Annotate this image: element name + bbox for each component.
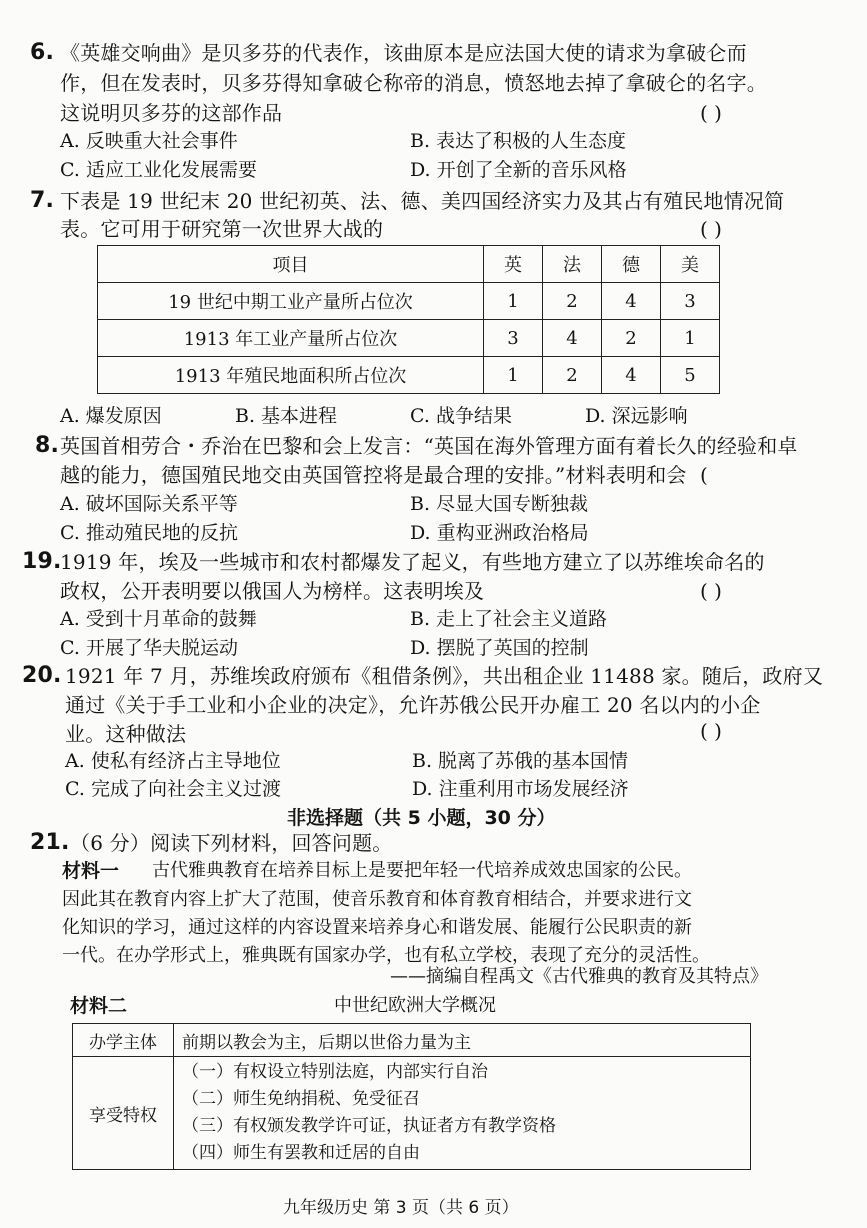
- material-one-line-1: 古代雅典教育在培养目标上是要把年轻一代培养成效忠国家的公民。: [152, 860, 692, 881]
- q8-answer-paren: (: [700, 463, 708, 487]
- privilege-item: （一）有权设立特别法庭，内部实行自治: [182, 1062, 488, 1082]
- table-header-cell: 享受特权: [73, 1057, 174, 1170]
- q7-table: [97, 245, 720, 394]
- material-one-line-4: 一代。在办学形式上，雅典既有国家办学，也有私立学校，表现了充分的灵活性。: [62, 945, 710, 966]
- q20-option-c: C. 完成了向社会主义过渡: [65, 778, 281, 800]
- q20-option-d: D. 注重利用市场发展经济: [412, 778, 629, 800]
- table-cell: 前期以教会为主，后期以世俗力量为主: [174, 1024, 751, 1057]
- q19-answer-paren: ( ): [700, 579, 722, 603]
- material-one-label: 材料一: [62, 860, 120, 882]
- table-cell: 3: [661, 283, 720, 320]
- q8-option-d: D. 重构亚洲政治格局: [410, 522, 589, 544]
- q19-line-2: 政权，公开表明要以俄国人为榜样。这表明埃及: [60, 579, 485, 603]
- table-row: [73, 1057, 751, 1170]
- q20-line-2: 通过《关于手工业和小企业的决定》，允许苏俄公民开办雇工 20 名以内的小企: [65, 693, 761, 717]
- material-two-title: 中世纪欧洲大学概况: [334, 995, 496, 1016]
- table-cell: 1: [484, 283, 543, 320]
- q20-option-b: B. 脱离了苏俄的基本国情: [412, 750, 629, 772]
- table-header-cell: 办学主体: [73, 1024, 174, 1057]
- section-title: 非选择题（共 5 小题，30 分）: [287, 807, 556, 829]
- q20-line-3: 业。这种做法: [65, 722, 187, 746]
- table-row: [98, 320, 720, 357]
- table-cell: [174, 1057, 751, 1170]
- material-one-source: ——摘编自程禹文《古代雅典的教育及其特点》: [390, 966, 768, 987]
- q6-number: 6.: [30, 40, 55, 65]
- table-cell: 1: [661, 320, 720, 357]
- table-cell: 19 世纪中期工业产量所占位次: [98, 283, 484, 320]
- table-cell: 1913 年工业产量所占位次: [98, 320, 484, 357]
- q19-option-a: A. 受到十月革命的鼓舞: [60, 608, 257, 630]
- page-footer: 九年级历史 第 3 页（共 6 页）: [283, 1198, 519, 1218]
- privilege-item: （三）有权颁发教学许可证，执证者方有教学资格: [182, 1116, 556, 1136]
- q21-number: 21.: [30, 830, 70, 855]
- q19-line-1: 1919 年，埃及一些城市和农村都爆发了起义，有些地方建立了以苏维埃命名的: [60, 550, 765, 574]
- q20-number: 20.: [22, 663, 62, 688]
- table-header-cell: 英: [484, 246, 543, 283]
- q7-answer-paren: ( ): [700, 217, 722, 241]
- table-cell: 2: [543, 283, 602, 320]
- q7-line-1: 下表是 19 世纪末 20 世纪初英、法、德、美四国经济实力及其占有殖民地情况简: [60, 189, 785, 213]
- table-cell: 2: [602, 320, 661, 357]
- q20-line-1: 1921 年 7 月，苏维埃政府颁布《租借条例》，共出租企业 11488 家。随后，政府又: [65, 664, 824, 688]
- table-header-cell: 德: [602, 246, 661, 283]
- q6-option-b: B. 表达了积极的人生态度: [410, 130, 627, 152]
- table-header-cell: 项目: [98, 246, 484, 283]
- q6-option-a: A. 反映重大社会事件: [60, 130, 238, 152]
- q7-option-c: C. 战争结果: [410, 405, 512, 427]
- q19-option-b: B. 走上了社会主义道路: [410, 608, 608, 630]
- table-header-cell: 法: [543, 246, 602, 283]
- q7-option-d: D. 深远影响: [585, 405, 688, 427]
- q20-option-a: A. 使私有经济占主导地位: [65, 750, 281, 772]
- q6-line-3: 这说明贝多芬的这部作品: [60, 101, 283, 125]
- material-two-label: 材料二: [70, 995, 128, 1017]
- q8-line-2: 越的能力，德国殖民地交由英国管控将是最合理的安排。”材料表明和会: [60, 463, 687, 487]
- q6-line-2: 作，但在发表时，贝多芬得知拿破仑称帝的消息，愤怒地去掉了拿破仑的名字。: [60, 71, 767, 95]
- q6-option-c: C. 适应工业化发展需要: [60, 159, 257, 181]
- table-header-cell: 美: [661, 246, 720, 283]
- q8-option-a: A. 破坏国际关系平等: [60, 493, 238, 515]
- q7-line-2: 表。它可用于研究第一次世界大战的: [60, 217, 384, 241]
- table-header-row: [98, 246, 720, 283]
- q6-option-d: D. 开创了全新的音乐风格: [410, 159, 627, 181]
- q8-line-1: 英国首相劳合・乔治在巴黎和会上发言：“英国在海外管理方面有着长久的经验和卓: [60, 434, 798, 458]
- material-one-line-2: 因此其在教育内容上扩大了范围，使音乐教育和体育教育相结合，并要求进行文: [62, 889, 692, 910]
- q19-option-d: D. 摆脱了英国的控制: [410, 637, 589, 659]
- table-row: [98, 357, 720, 394]
- q6-line-1: 《英雄交响曲》是贝多芬的代表作，该曲原本是应法国大使的请求为拿破仑而: [60, 41, 747, 65]
- table-cell: 4: [602, 357, 661, 394]
- q7-option-b: B. 基本进程: [235, 405, 338, 427]
- table-cell: 2: [543, 357, 602, 394]
- q19-number: 19.: [22, 549, 62, 574]
- privilege-item: （二）师生免纳捐税、免受征召: [182, 1089, 420, 1109]
- table-row: [73, 1024, 751, 1057]
- table-cell: 3: [484, 320, 543, 357]
- q7-number: 7.: [30, 188, 55, 213]
- q8-number: 8.: [35, 433, 60, 458]
- q21-intro: （6 分）阅读下列材料，回答问题。: [70, 831, 393, 855]
- table-cell: 4: [602, 283, 661, 320]
- q7-option-a: A. 爆发原因: [60, 405, 162, 427]
- q19-option-c: C. 开展了华夫脱运动: [60, 637, 238, 659]
- q20-answer-paren: ( ): [700, 719, 722, 743]
- q8-option-c: C. 推动殖民地的反抗: [60, 522, 238, 544]
- university-table: [72, 1023, 751, 1170]
- table-cell: 1913 年殖民地面积所占位次: [98, 357, 484, 394]
- privilege-item: （四）师生有罢教和迁居的自由: [182, 1143, 420, 1163]
- table-cell: 5: [661, 357, 720, 394]
- q6-answer-paren: ( ): [700, 101, 722, 125]
- q8-option-b: B. 尽显大国专断独裁: [410, 493, 589, 515]
- table-cell: 1: [484, 357, 543, 394]
- table-cell: 4: [543, 320, 602, 357]
- material-one-line-3: 化知识的学习，通过这样的内容设置来培养身心和谐发展、能履行公民职责的新: [62, 917, 692, 938]
- table-row: [98, 283, 720, 320]
